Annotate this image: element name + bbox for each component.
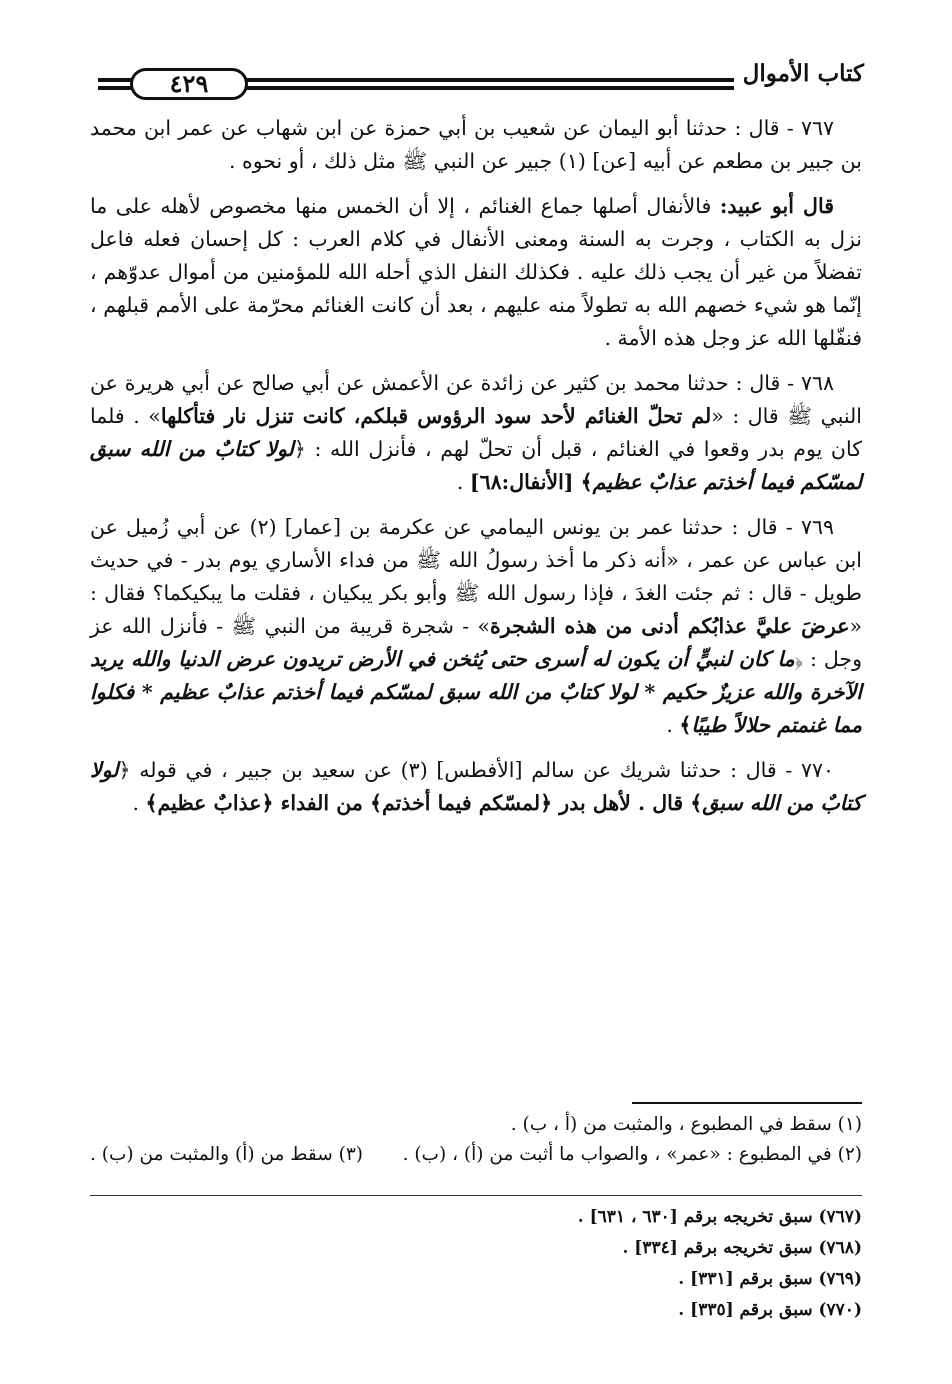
verse-reference: ﴾	[679, 713, 692, 737]
paragraph-text-after: » - شجرة قريبة من النبي ﷺ - فأنزل الله عز وجل : ﴿	[90, 614, 862, 671]
paragraph-tail: .	[132, 791, 146, 815]
takhrij-768: (٧٦٨) سبق تخريجه برقم [٣٣٤] .	[622, 1238, 862, 1258]
paragraph-text-after: » . فلما كان يوم بدر وقعوا في الغنائم ، قبل أن تحلّ لهم ، فأنزل الله : ﴿	[90, 404, 862, 461]
paragraph-abu-ubaid	[90, 190, 862, 355]
paragraph-tail: .	[666, 713, 680, 737]
footnotes	[90, 1110, 862, 1170]
paragraph-text: ٧٦٩ - قال : حدثنا عمر بن يونس اليمامي عن عكرمة بن [عمار] (٢) عن أبي زُميل عن ابن عباس عن عمر ، «أنه ذكر ما أخذ رسولُ الله ﷺ من فداء الأساري يوم بدر - في حديث طويل - قال : ثم جئت الغدَ ، فإذا رسول الله ﷺ وأبو بكر يبكيان ، فقلت ما يبكيكما؟ فقال : «	[90, 515, 863, 638]
book-title: كتاب الأموال	[742, 60, 864, 87]
paragraph-769	[90, 511, 862, 742]
page-header	[92, 52, 864, 108]
verse-reference: ﴾ [الأنفال:٦٨]	[469, 470, 593, 494]
paragraph-768	[90, 367, 862, 499]
paragraph-767	[90, 112, 862, 178]
footnote-row	[90, 1140, 862, 1170]
takhrij-notes	[90, 1202, 862, 1326]
verse-reference: ﴾ قال . لأهل بدر ﴿لمسّكم فيما أخذتم﴾ من الفداء ﴿عذابٌ عظيم﴾	[145, 791, 703, 815]
paragraph-770	[90, 754, 862, 820]
paragraph-text: ٧٦٨ - قال : حدثنا محمد بن كثير عن زائدة عن الأعمش عن أبي صالح عن أبي هريرة عن النبي ﷺ قال : «	[90, 371, 862, 428]
takhrij-767: (٧٦٧) سبق تخريجه برقم [٦٣٠ ، ٦٣١] .	[577, 1207, 862, 1227]
takhrij-separator	[90, 1195, 862, 1196]
page-number: ٤٢٩	[130, 68, 248, 100]
footnote-separator	[632, 1102, 862, 1104]
paragraph-text: فالأنفال أصلها جماع الغنائم ، إلا أن الخمس منها مخصوص لأهله على ما نزل به الكتاب ، وجرت به السنة ومعنى الأنفال في كلام العرب : كل إحسان فعله فاعل تفضلاً من غير أن يجب ذلك عليه . فكذلك النفل الذي أحله الله للمؤمنين من أموال عدوّهم ، إنّما هو شيء خصهم الله به تطولاً منه عليهم ، بعد أن كانت الغنائم محرّمة على الأمم قبلهم ، فنفّلها الله عز وجل هذه الأمة .	[90, 194, 862, 350]
takhrij-769: (٧٦٩) سبق برقم [٣٣١] .	[678, 1269, 862, 1289]
paragraph-lead: قال أبو عبيد:	[719, 194, 834, 218]
quran-verse: ما كان لنبيٍّ أن يكون له أسرى حتى يُثخن في الأرض تريدون عرض الدنيا والله يريد الآخرة والله عزيزٌ حكيم * لولا كتابٌ من الله سبق لمسّكم فيما أخذتم عذابٌ عظيم * فكلوا مما غنمتم حلالاً طيبًا	[90, 647, 862, 737]
paragraph-text: ٧٧٠ - قال : حدثنا شريك عن سالم [الأفطس] (٣) عن سعيد بن جبير ، في قوله ﴿	[118, 758, 834, 782]
footnote-1: (١) سقط في المطبوع ، والمثبت من (أ ، ب) .	[510, 1114, 862, 1135]
quran-verse: لولا كتابٌ من الله سبق	[90, 758, 862, 815]
hadith-quote: لم تحلّ الغنائم لأحد سود الرؤوس قبلكم، كانت تنزل نار فتأكلها	[160, 404, 712, 428]
footnote-3: (٣) سقط من (أ) والمثبت من (ب) .	[90, 1144, 363, 1165]
hadith-quote: عرضَ عليَّ عذابُكم أدنى من هذه الشجرة	[490, 614, 850, 638]
takhrij-770: (٧٧٠) سبق برقم [٣٣٥] .	[678, 1300, 862, 1320]
footnote-2: (٢) في المطبوع : «عمر» ، والصواب ما أثبت من (أ) ، (ب) .	[402, 1144, 862, 1165]
main-text	[90, 112, 862, 832]
paragraph-text: ٧٦٧ - قال : حدثنا أبو اليمان عن شعيب بن أبي حمزة عن ابن شهاب عن عمر ابن محمد بن جبير بن مطعم عن أبيه [عن] (١) جبير عن النبي ﷺ مثل ذلك ، أو نحوه .	[90, 116, 862, 173]
quran-verse: لولا كتابٌ من الله سبق لمسّكم فيما أخذتم عذابٌ عظيم	[90, 437, 862, 494]
paragraph-tail: .	[456, 470, 470, 494]
